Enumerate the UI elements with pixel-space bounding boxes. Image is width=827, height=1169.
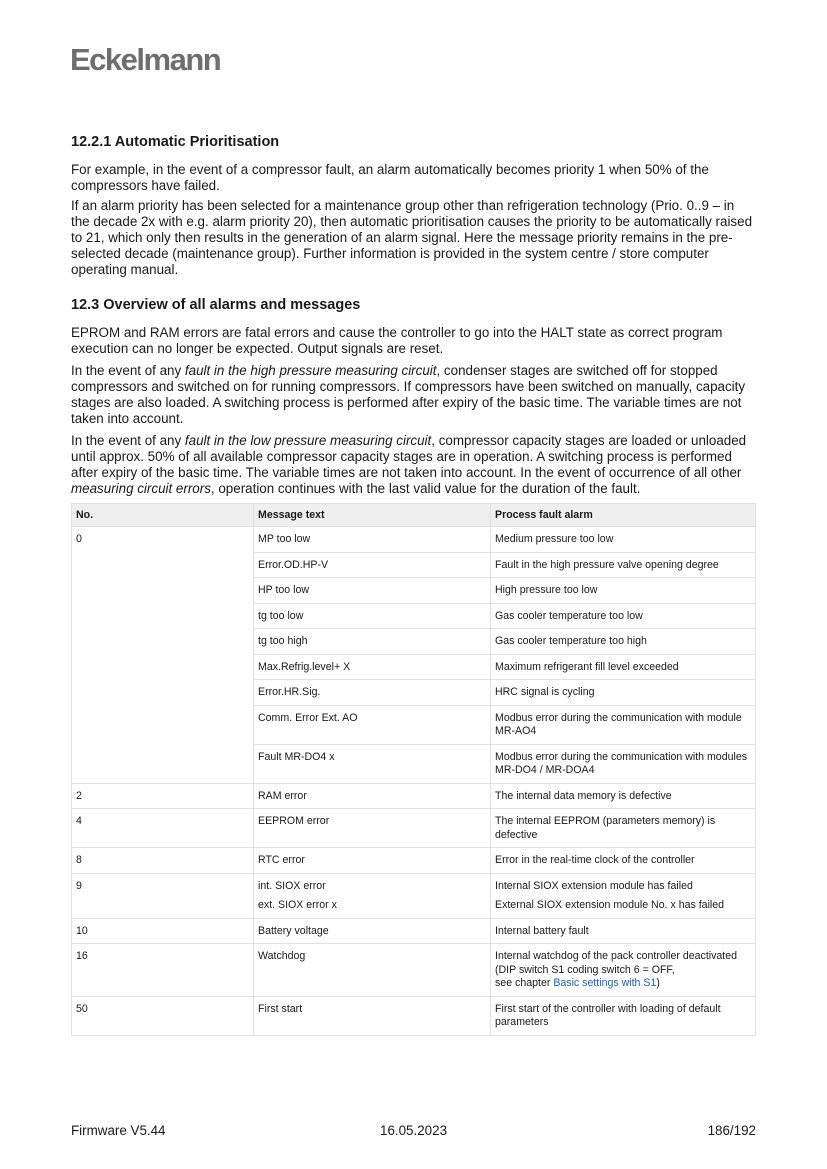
cell-message: RTC error [254, 848, 491, 874]
cell-no: 2 [72, 783, 254, 809]
cell-message: EEPROM error [254, 809, 491, 848]
cell-alarm: Modbus error during the communication with module MR-AO4 [491, 705, 756, 744]
table-header-row [72, 504, 756, 527]
paragraph [71, 433, 756, 497]
cell-no: 9 [72, 873, 254, 918]
paragraph [71, 363, 756, 427]
cell-message: HP too low [254, 578, 491, 604]
cell-message: tg too low [254, 603, 491, 629]
alarms-table [71, 503, 756, 1036]
cell-alarm: HRC signal is cycling [491, 680, 756, 706]
column-header-no: No. [72, 504, 254, 527]
cell-message: Error.OD.HP-V [254, 552, 491, 578]
paragraph: For example, in the event of a compressor fault, an alarm automatically becomes priority 1 when 50% of the compressors have failed. [71, 162, 709, 193]
cell-message: Error.HR.Sig. [254, 680, 491, 706]
cell-alarm: Gas cooler temperature too low [491, 603, 756, 629]
footer-page-number: 186/192 [707, 1123, 756, 1138]
link-basic-settings-s1[interactable]: Basic settings with S1 [553, 977, 657, 989]
text: , compressor capacity stages are loaded or unloaded until approx. 50% of all available compressor capacity stages are in operation. A switching process is performed after expiry of the basic time. The variable times are not taken into account. In the event of occurrence of all other [71, 433, 747, 480]
text: Internal watchdog of the pack controller deactivated (DIP switch S1 coding switch 6 = OFF, [495, 950, 738, 976]
table-row [72, 809, 756, 848]
cell-message: Fault MR-DO4 x [254, 744, 491, 783]
cell-alarm: The internal EEPROM (parameters memory) is defective [491, 809, 756, 848]
footer-date: 16.05.2023 [380, 1123, 448, 1138]
cell-alarm: Modbus error during the communication with modules MR-DO4 / MR-DOA4 [491, 744, 756, 783]
text: In the event of any [71, 363, 185, 378]
paragraph: EPROM and RAM errors are fatal errors and cause the controller to go into the HALT state as correct program execution can no longer be expected. Output signals are reset. [71, 325, 723, 356]
cell-alarm: First start of the controller with loading of default parameters [491, 996, 756, 1035]
table-row [72, 848, 756, 874]
italic-text: measuring circuit errors [71, 481, 211, 496]
cell-message: Watchdog [254, 944, 491, 997]
alarm-ext-siox: External SIOX extension module No. x has failed [495, 899, 725, 911]
text: , operation continues with the last valid value for the duration of the fault. [210, 481, 641, 496]
text: ) [656, 977, 660, 989]
cell-message: Battery voltage [254, 918, 491, 944]
text: see chapter [495, 977, 554, 989]
alarm-int-siox: Internal SIOX extension module has failed [495, 879, 693, 892]
section-heading-overview-alarms: 12.3 Overview of all alarms and messages [71, 297, 361, 313]
cell-message: RAM error [254, 783, 491, 809]
table-row [72, 944, 756, 997]
cell-message: Comm. Error Ext. AO [254, 705, 491, 744]
cell-message: tg too high [254, 629, 491, 655]
cell-alarm: Medium pressure too low [491, 527, 756, 553]
cell-alarm [491, 873, 756, 918]
text: , condenser stages are switched off for stopped compressors and switched on for running compressors. If compressors have been switched on manually, capacity stages are also loaded. A switching process is performed after expiry of the basic time. The variable times are not taken into account. [71, 363, 746, 426]
table-row [72, 873, 756, 918]
cell-alarm: Maximum refrigerant fill level exceeded [491, 654, 756, 680]
cell-alarm: Error in the real-time clock of the controller [491, 848, 756, 874]
cell-alarm: Internal battery fault [491, 918, 756, 944]
page-content [71, 134, 756, 1036]
table-row [72, 527, 756, 553]
cell-alarm: Fault in the high pressure valve opening degree [491, 552, 756, 578]
footer-firmware: Firmware V5.44 [71, 1123, 166, 1138]
cell-no: 50 [72, 996, 254, 1035]
table-row [72, 783, 756, 809]
cell-message: Max.Refrig.level+ X [254, 654, 491, 680]
table-row [72, 996, 756, 1035]
column-header-message-text: Message text [254, 504, 491, 527]
table-row [72, 918, 756, 944]
column-header-process-fault-alarm: Process fault alarm [491, 504, 756, 527]
cell-no: 0 [72, 527, 254, 784]
message-ext-siox: ext. SIOX error x [258, 899, 337, 911]
cell-no: 4 [72, 809, 254, 848]
text: In the event of any [71, 433, 185, 448]
cell-alarm [491, 944, 756, 997]
cell-no: 16 [72, 944, 254, 997]
cell-alarm: Gas cooler temperature too high [491, 629, 756, 655]
eckelmann-logo: Eckelmann [70, 42, 221, 77]
cell-message: First start [254, 996, 491, 1035]
cell-message [254, 873, 491, 918]
section-heading-automatic-prioritisation: 12.2.1 Automatic Prioritisation [71, 134, 280, 150]
cell-message: MP too low [254, 527, 491, 553]
cell-no: 10 [72, 918, 254, 944]
cell-alarm: High pressure too low [491, 578, 756, 604]
cell-alarm: The internal data memory is defective [491, 783, 756, 809]
italic-text: fault in the high pressure measuring circuit [184, 363, 437, 378]
paragraph: If an alarm priority has been selected for a maintenance group other than refrigeration technology (Prio. 0..9 – in the decade 2x with e.g. alarm priority 20), then automatic prioritisation causes the priority to be automatically raised to 21, which only then results in the generation of an alarm signal. Here the message priority remains in the pre-selected decade (maintenance group). Further information is provided in the system centre / store computer operating manual. [71, 198, 753, 277]
italic-text: fault in the low pressure measuring circuit [184, 433, 432, 448]
cell-no: 8 [72, 848, 254, 874]
message-int-siox: int. SIOX error [258, 879, 326, 892]
